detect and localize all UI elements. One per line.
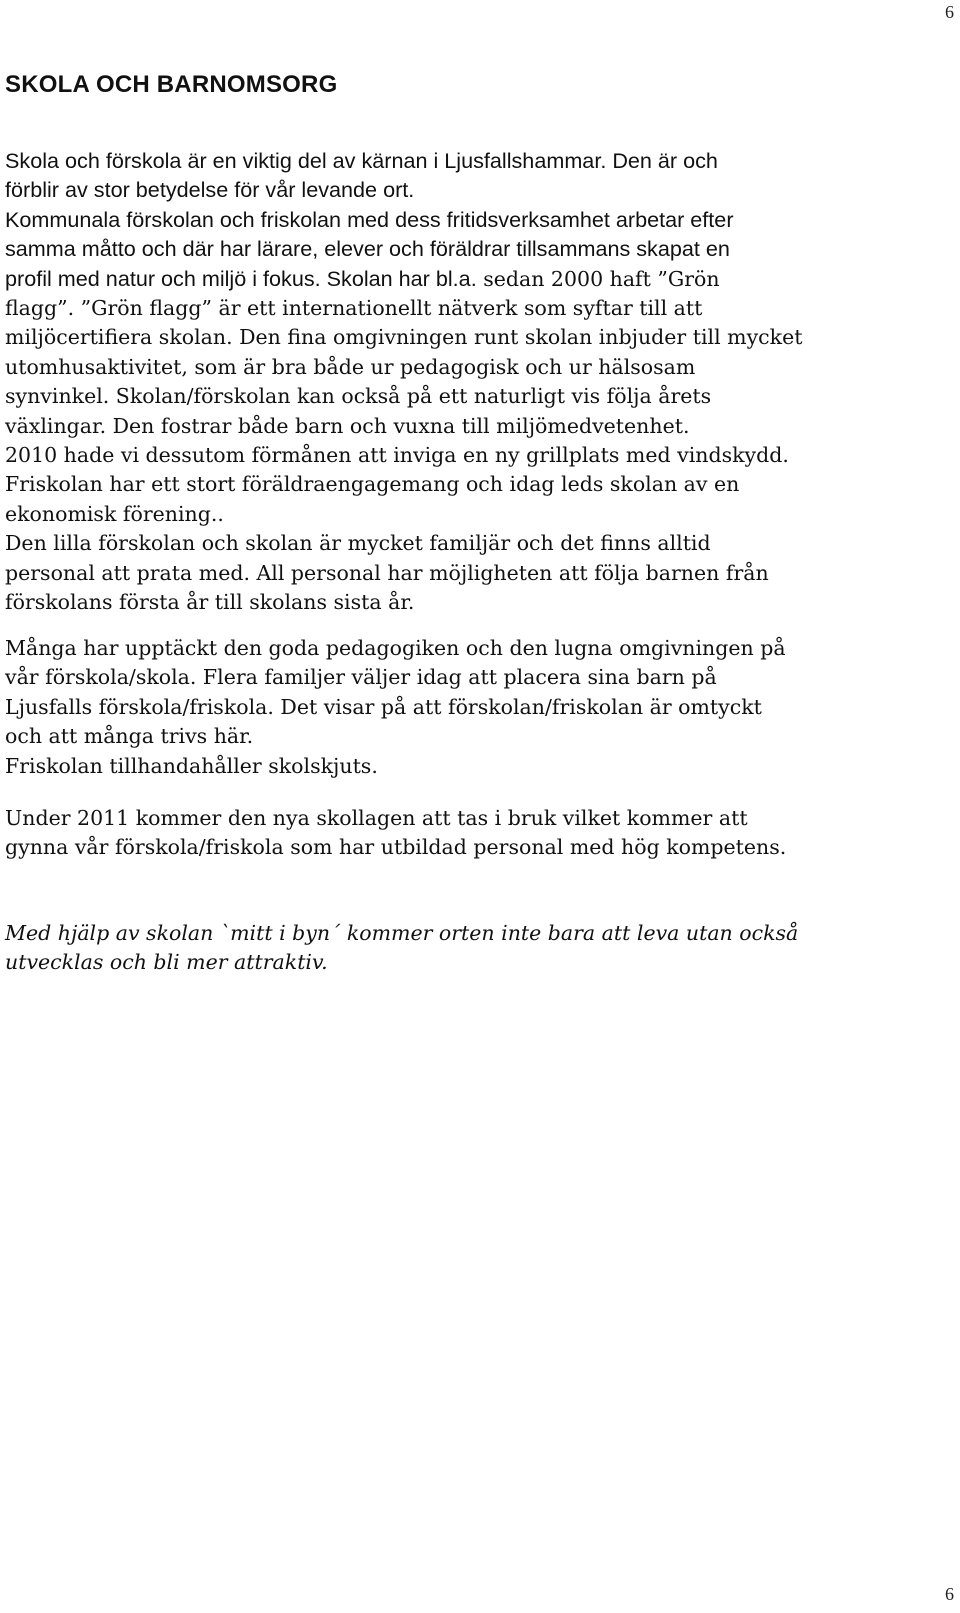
text-line: Ljusfalls förskola/friskola. Det visar på att förskolan/friskolan är omtyckt: [5, 694, 762, 719]
text-line: miljöcertifiera skolan. Den fina omgivningen runt skolan inbjuder till mycket: [5, 325, 803, 350]
text-line: personal att prata med. All personal har möjligheten att följa barnen från: [5, 560, 769, 585]
text-segment: profil med natur och miljö i fokus. Skolan har bl.a.: [5, 265, 477, 291]
text-line: ekonomisk förening..: [5, 501, 224, 526]
text-line: Under 2011 kommer den nya skollagen att tas i bruk vilket kommer att: [5, 806, 748, 830]
paragraph-conclusion-italic: [5, 919, 953, 978]
paragraph-popularity: [5, 634, 953, 781]
text-line: förskolans första år till skolans sista år.: [5, 590, 415, 615]
section-heading: SKOLA OCH BARNOMSORG: [5, 71, 338, 98]
text-line: Friskolan tillhandahåller skolskjuts.: [5, 753, 378, 778]
text-line: 2010 hade vi dessutom förmånen att inviga en ny grillplats med vindskydd.: [5, 443, 789, 468]
text-line: och att många trivs här.: [5, 724, 254, 749]
text-line: växlingar. Den fostrar både barn och vuxna till miljömedvetenhet.: [5, 413, 690, 438]
text-line: vår förskola/skola. Flera familjer väljer idag att placera sina barn på: [5, 665, 717, 690]
paragraph-school-law: [5, 804, 953, 863]
page-number-top: 6: [945, 2, 954, 22]
text-line: Kommunala förskolan och friskolan med dess fritidsverksamhet arbetar efter: [5, 206, 734, 232]
text-line: gynna vår förskola/friskola som har utbildad personal med hög kompetens.: [5, 835, 787, 860]
text-line: Friskolan har ett stort föräldraengagemang och idag leds skolan av en: [5, 472, 740, 497]
text-line: samma måtto och där har lärare, elever och föräldrar tillsammans skapat en: [5, 236, 730, 262]
text-line: synvinkel. Skolan/förskolan kan också på ett naturligt vis följa årets: [5, 384, 712, 409]
text-line: Med hjälp av skolan `mitt i byn´ kommer orten inte bara att leva utan också: [5, 921, 799, 945]
text-line: Många har upptäckt den goda pedagogiken och den lugna omgivningen på: [5, 636, 786, 660]
text-line: utomhusaktivitet, som är bra både ur pedagogisk och ur hälsosam: [5, 354, 696, 379]
text-line: Skola och förskola är en viktig del av kärnan i Ljusfallshammar. Den är och: [5, 148, 718, 173]
text-line: Den lilla förskolan och skolan är mycket familjär och det finns alltid: [5, 531, 711, 556]
text-line: utvecklas och bli mer attraktiv.: [5, 950, 328, 975]
text-segment: sedan 2000 haft ”Grön: [476, 266, 720, 291]
paragraph-school-intro: [5, 146, 953, 618]
page-number-bottom: 6: [945, 1584, 954, 1604]
text-line: flagg”. ”Grön flagg” är ett internationellt nätverk som syftar till att: [5, 296, 703, 321]
text-line: [5, 264, 953, 294]
text-line: förblir av stor betydelse för vår levande ort.: [5, 177, 415, 203]
